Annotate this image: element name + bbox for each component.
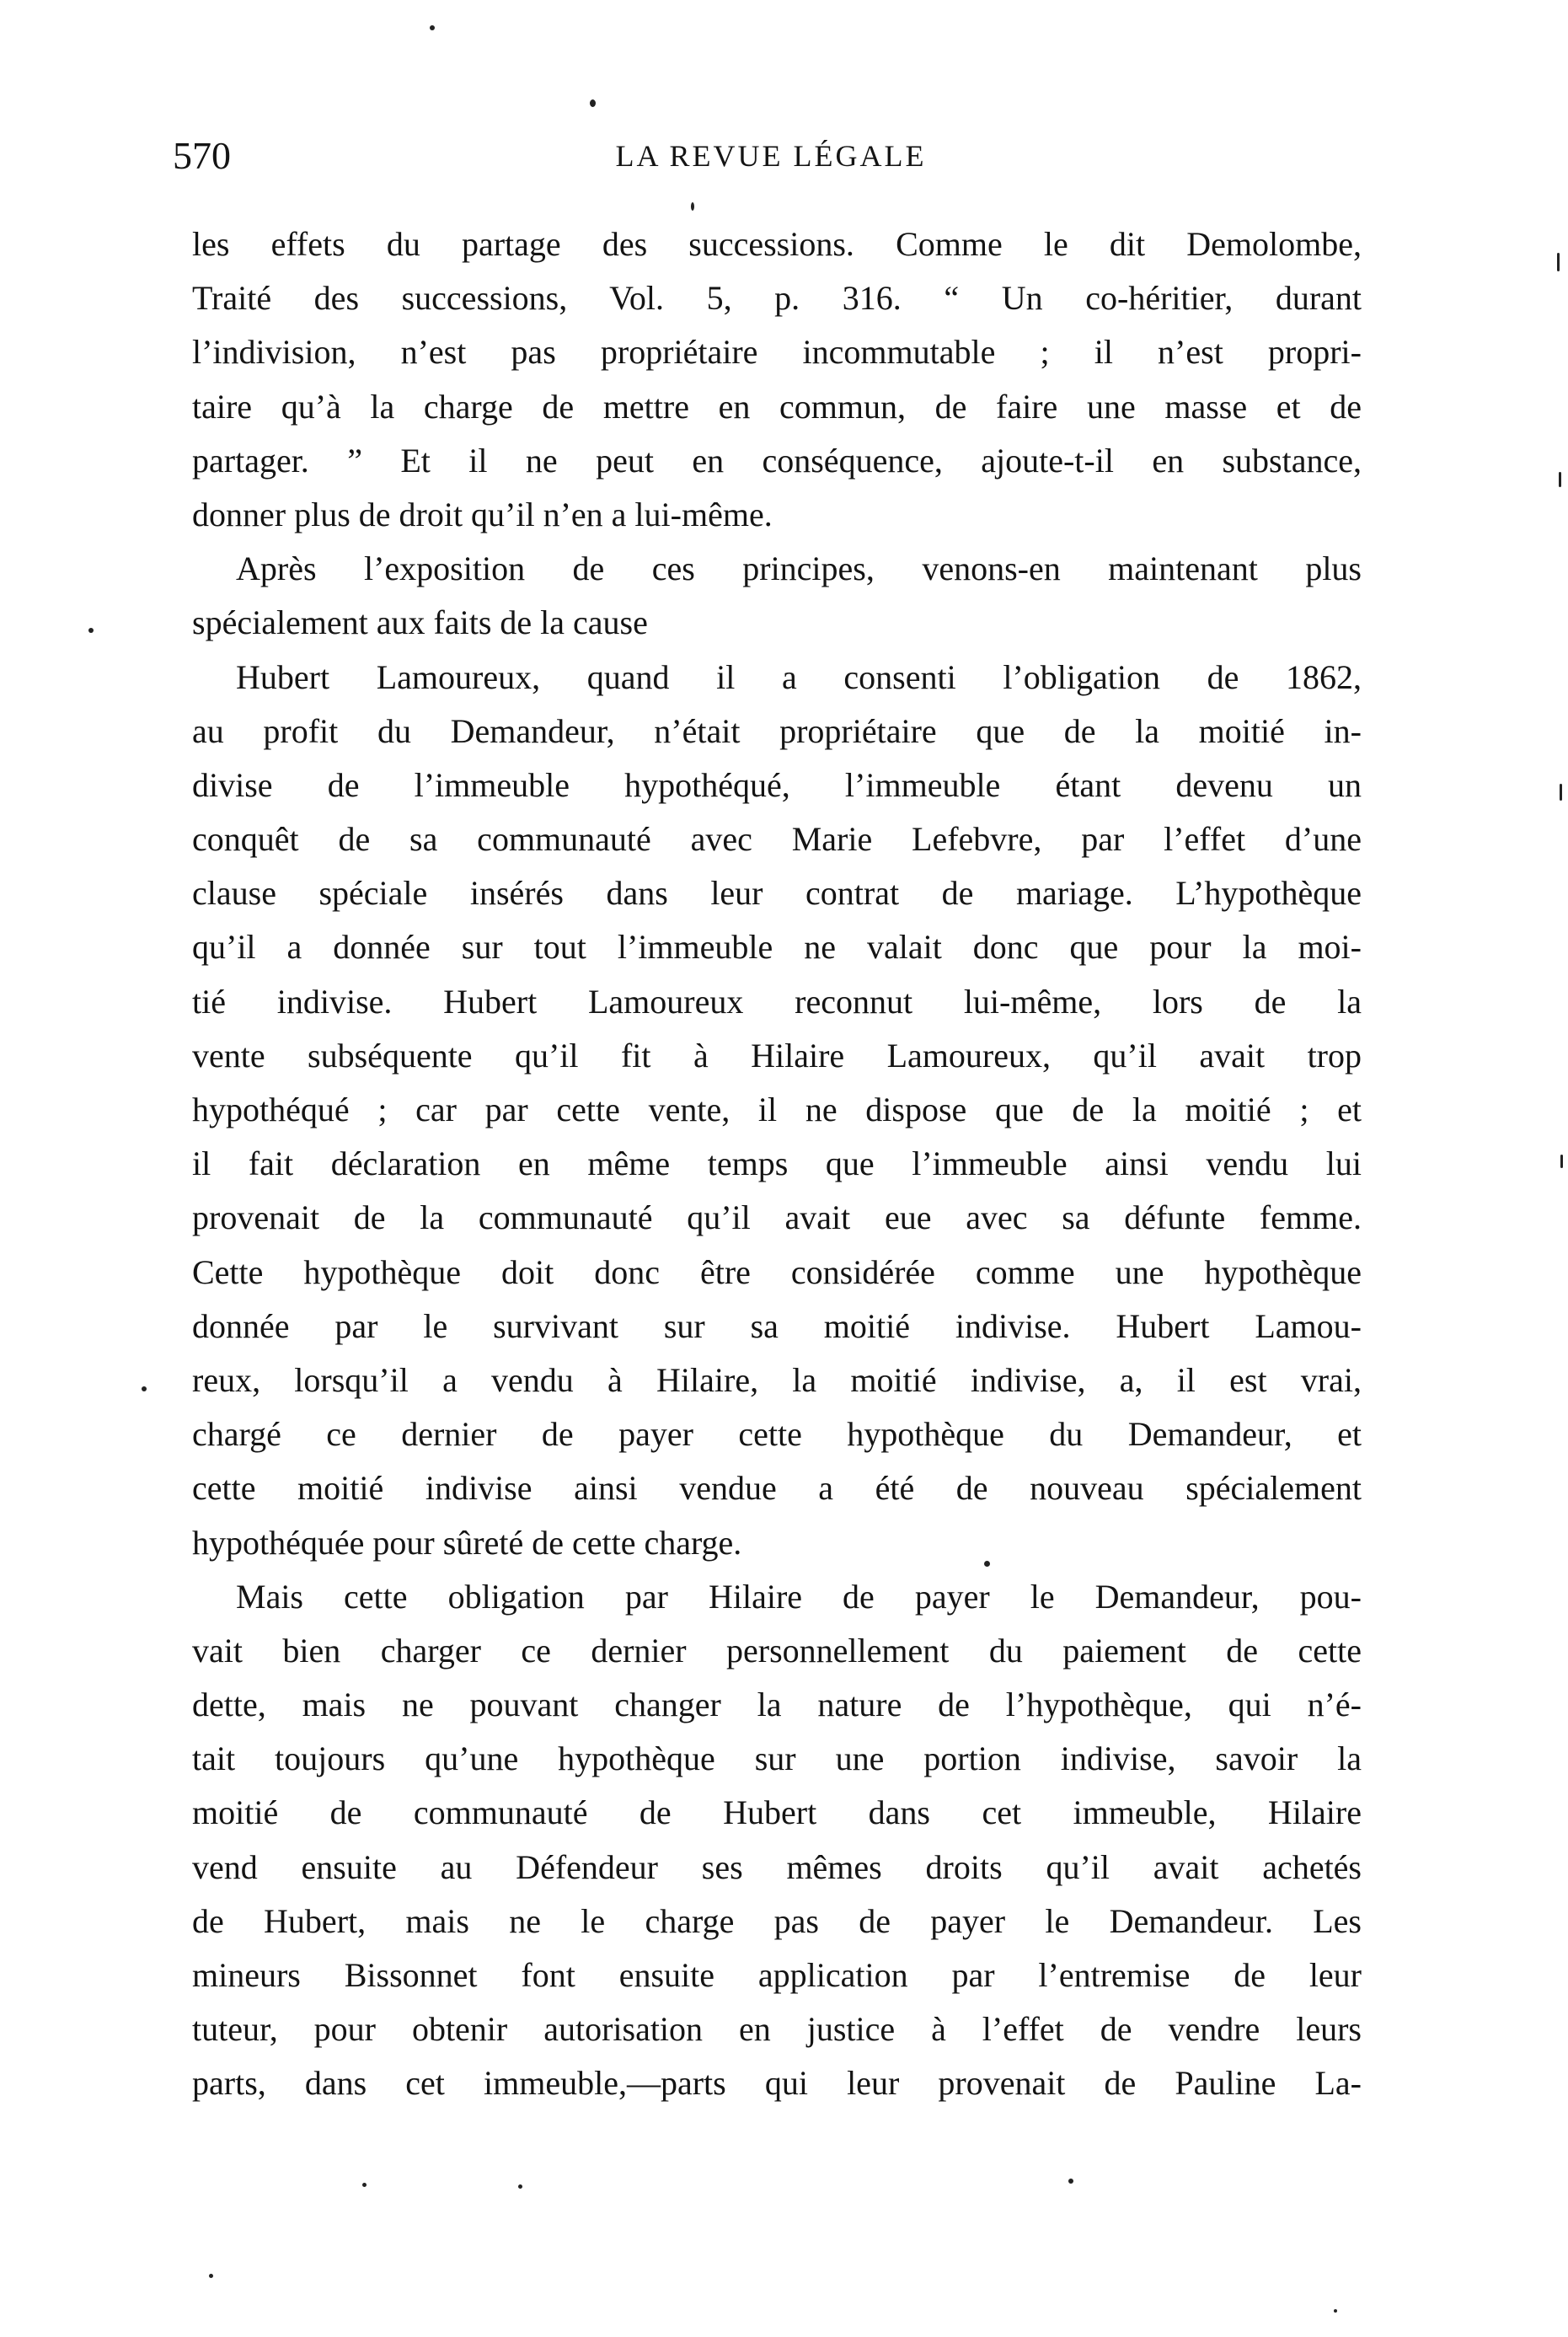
- text-line: moitié de communauté de Hubert dans cet immeuble, Hilaire: [192, 1793, 1362, 1832]
- text-line: spécialement aux faits de la cause: [192, 603, 648, 642]
- text-line: vend ensuite au Défendeur ses mêmes droits qu’il avait achetés: [192, 1847, 1362, 1886]
- text-line: divise de l’immeuble hypothéqué, l’immeuble étant devenu un: [192, 765, 1362, 804]
- scan-speck: [1560, 784, 1562, 801]
- scan-speck: [984, 1561, 990, 1567]
- scan-speck: [691, 202, 694, 211]
- text-line: hypothéquée pour sûreté de cette charge.: [192, 1523, 742, 1562]
- text-line: donnée par le survivant sur sa moitié indivise. Hubert Lamou-: [192, 1306, 1362, 1345]
- text-line: reux, lorsqu’il a vendu à Hilaire, la moitié indivise, a, il est vrai,: [192, 1360, 1362, 1399]
- text-line: chargé ce dernier de payer cette hypothèque du Demandeur, et: [192, 1415, 1362, 1454]
- text-line: vait bien charger ce dernier personnellement du paiement de cette: [192, 1631, 1362, 1670]
- text-line: Mais cette obligation par Hilaire de payer le Demandeur, pou-: [236, 1577, 1362, 1616]
- text-line: tait toujours qu’une hypothèque sur une portion indivise, savoir la: [192, 1739, 1362, 1778]
- text-line: taire qu’à la charge de mettre en commun, de faire une masse et de: [192, 387, 1362, 426]
- scan-speck: [362, 2183, 367, 2187]
- text-line: dette, mais ne pouvant changer la nature de l’hypothèque, qui n’é-: [192, 1686, 1362, 1724]
- text-line: qu’il a donnée sur tout l’immeuble ne valait donc que pour la moi-: [192, 928, 1362, 967]
- text-line: il fait déclaration en même temps que l’immeuble ainsi vendu lui: [192, 1144, 1362, 1183]
- text-line: les effets du partage des successions. Comme le dit Demolombe,: [192, 225, 1362, 263]
- scan-speck: [1068, 2179, 1073, 2184]
- scan-speck: [1334, 2309, 1337, 2313]
- text-line: hypothéqué ; car par cette vente, il ne dispose que de la moitié ; et: [192, 1091, 1362, 1128]
- text-line: Hubert Lamoureux, quand il a consenti l’obligation de 1862,: [236, 657, 1362, 696]
- scan-speck: [1560, 1155, 1563, 1168]
- text-line: partager. ” Et il ne peut en conséquence, ajoute-t-il en substance,: [192, 441, 1362, 480]
- scan-speck: [142, 1386, 147, 1391]
- text-line: de Hubert, mais ne le charge pas de payer le Demandeur. Les: [192, 1901, 1362, 1940]
- text-line: tuteur, pour obtenir autorisation en justice à l’effet de vendre leurs: [192, 2010, 1362, 2049]
- scan-speck: [1559, 472, 1561, 487]
- text-line: mineurs Bissonnet font ensuite application par l’entremise de leur: [192, 1956, 1362, 1994]
- text-line: provenait de la communauté qu’il avait eue avec sa défunte femme.: [192, 1198, 1362, 1237]
- text-line: clause spéciale insérés dans leur contrat de mariage. L’hypothèque: [192, 874, 1362, 913]
- scan-speck: [590, 99, 596, 107]
- page-header: [173, 131, 1369, 181]
- text-line: Après l’exposition de ces principes, venons-en maintenant plus: [236, 549, 1362, 588]
- text-line: cette moitié indivise ainsi vendue a été de nouveau spécialement: [192, 1469, 1362, 1508]
- text-line: Traité des successions, Vol. 5, p. 316. “ Un co-héritier, durant: [192, 279, 1362, 318]
- scan-speck: [209, 2274, 213, 2278]
- scan-speck: [88, 628, 94, 633]
- text-line: conquêt de sa communauté avec Marie Lefebvre, par l’effet d’une: [192, 820, 1362, 859]
- text-line: parts, dans cet immeuble,—parts qui leur provenait de Pauline La-: [192, 2064, 1362, 2103]
- text-line: donner plus de droit qu’il n’en a lui-même.: [192, 495, 773, 533]
- scan-speck: [1557, 253, 1560, 271]
- text-line: tié indivise. Hubert Lamoureux reconnut lui-même, lors de la: [192, 982, 1362, 1021]
- text-line: l’indivision, n’est pas propriétaire incommutable ; il n’est propri-: [192, 333, 1362, 372]
- text-line: vente subséquente qu’il fit à Hilaire Lamoureux, qu’il avait trop: [192, 1036, 1362, 1075]
- scan-speck: [518, 2184, 522, 2189]
- text-line: au profit du Demandeur, n’était propriétaire que de la moitié in-: [192, 711, 1362, 750]
- text-line: Cette hypothèque doit donc être considérée comme une hypothèque: [192, 1252, 1362, 1291]
- running-title: LA REVUE LÉGALE: [615, 139, 927, 173]
- page-number: 570: [173, 134, 231, 177]
- body-text: [192, 217, 1362, 2111]
- scan-speck: [430, 25, 435, 30]
